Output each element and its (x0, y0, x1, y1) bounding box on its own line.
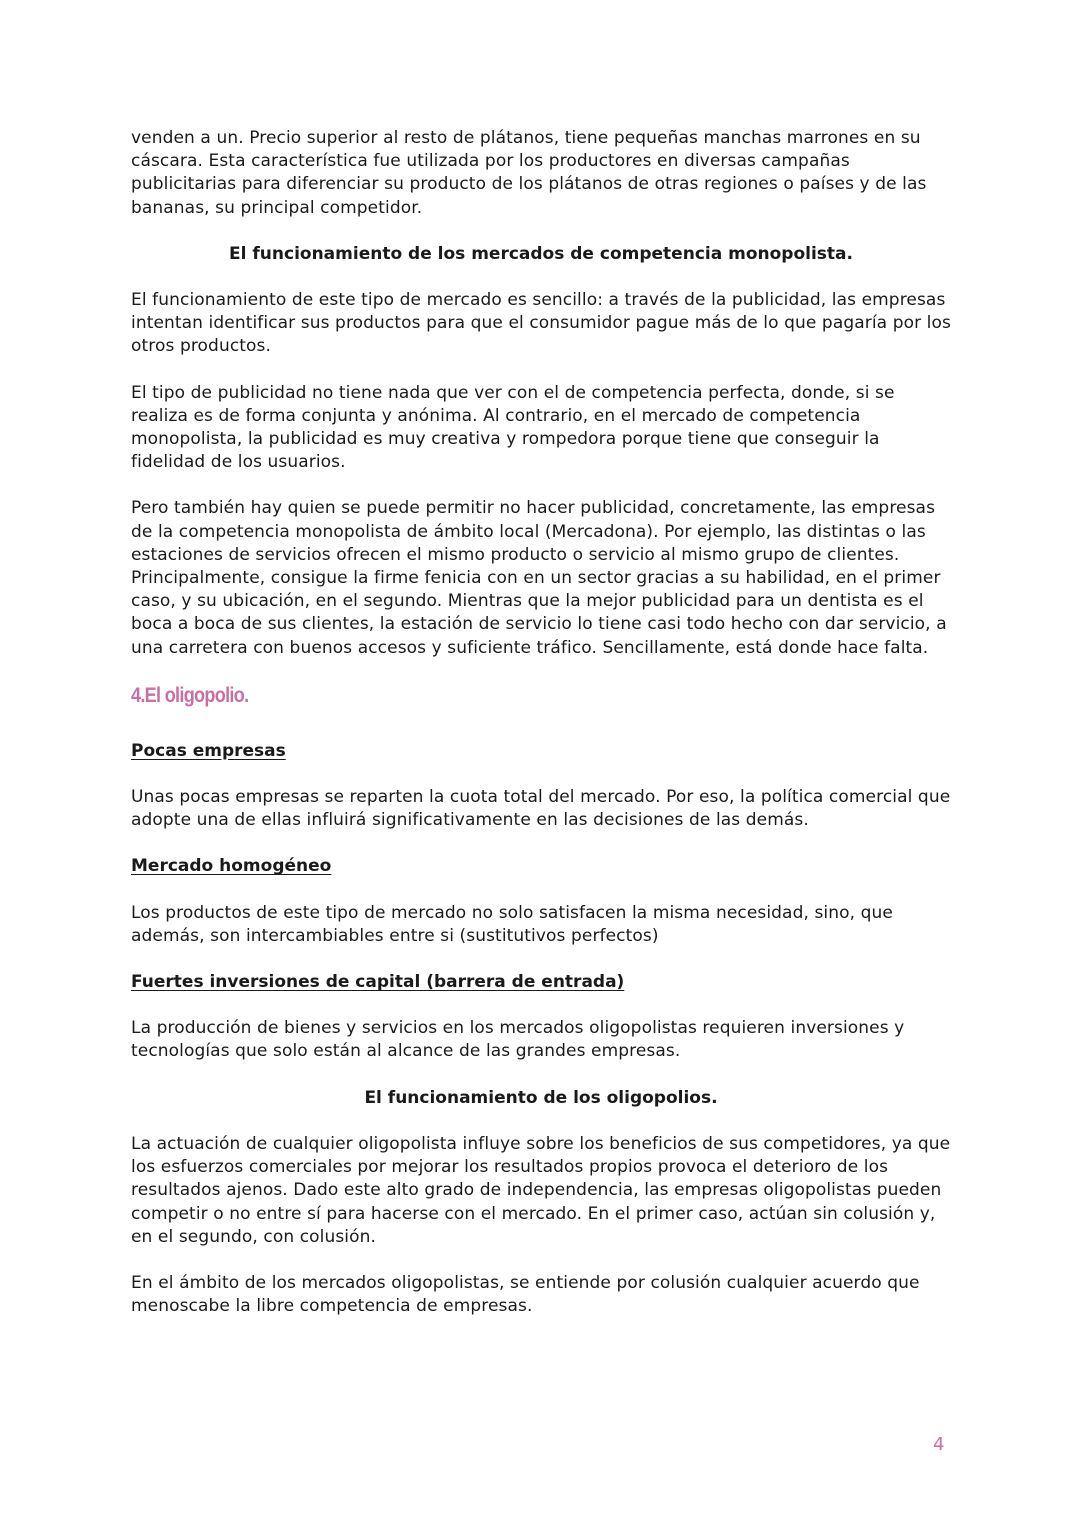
paragraph-inversiones: La producción de bienes y servicios en los mercados oligopolistas requieren inversiones y tecnologías que solo están al alcance de las grandes empresas. (131, 1018, 905, 1062)
paragraph-funcionamiento: El funcionamiento de este tipo de mercado es sencillo: a través de la publicidad, las empresas intentan identificar sus productos para que el consumidor pague más de lo que pagaría por los otros productos. (131, 290, 951, 357)
subheading-inversiones: Fuertes inversiones de capital (barrera de entrada) (131, 972, 625, 993)
paragraph-colusion: En el ámbito de los mercados oligopolistas, se entiende por colusión cualquier acuerdo que menoscabe la libre competencia de empresas. (131, 1272, 920, 1317)
subheading-mercado-homogeneo: Mercado homogéneo (131, 856, 332, 877)
document-page (131, 127, 951, 1341)
paragraph-pocas-empresas: Unas pocas empresas se reparten la cuota total del mercado. Por eso, la política comercial que adopte una de ellas influirá significativamente en las decisiones de las demás. (131, 787, 951, 831)
paragraph-local: Pero también hay quien se puede permitir no hacer publicidad, concretamente, las empresas de la competencia monopolista de ámbito local (Mercadona). Por ejemplo, las distintas o las estaciones de servicios ofrecen el mismo producto o servicio al mismo grupo de clientes. Principalmente, consigue la firme fenicia con en un sector gracias a su habilidad, en el primer caso, y su ubicación, en el segundo. Mientras que la mejor publicidad para un dentista es el boca a boca de sus clientes, la estación de servicio lo tiene casi todo hecho con dar servicio, a una carretera con buenos accesos y suficiente tráfico. Sencillamente, está donde hace falta. (131, 498, 947, 658)
paragraph-actuacion: La actuación de cualquier oligopolista influye sobre los beneficios de sus competidores, ya que los esfuerzos comerciales por mejorar los resultados propios provoca el deterioro de los resultados ajenos. Dado este alto grado de independencia, las empresas oligopolistas pueden competir o no entre sí para hacerse con el mercado. En el primer caso, actúan sin colusión y, en el segundo, con colusión. (131, 1133, 951, 1247)
paragraph-mercado-homogeneo: Los productos de este tipo de mercado no solo satisfacen la misma necesidad, sino, que además, son intercambiables entre si (sustitutivos perfectos) (131, 902, 893, 946)
page-number: 4 (933, 1434, 945, 1455)
intro-paragraph: venden a un. Precio superior al resto de plátanos, tiene pequeñas manchas marrones en su cáscara. Esta característica fue utilizada por los productores en diversas campañas publicitarias para diferenciar su producto de los plátanos de otras regiones o países y de las bananas, su principal competidor. (131, 128, 927, 218)
heading-monopolista: El funcionamiento de los mercados de competencia monopolista. (229, 243, 853, 264)
heading-oligopolios: El funcionamiento de los oligopolios. (364, 1087, 718, 1108)
section-title-oligopolio: 4.El oligopolio. (131, 683, 249, 707)
paragraph-publicidad: El tipo de publicidad no tiene nada que ver con el de competencia perfecta, donde, si se realiza es de forma conjunta y anónima. Al contrario, en el mercado de competencia monopolista, la publicidad es muy creativa y rompedora porque tiene que conseguir la fidelidad de los usuarios. (131, 382, 895, 473)
subheading-pocas-empresas: Pocas empresas (131, 740, 286, 761)
